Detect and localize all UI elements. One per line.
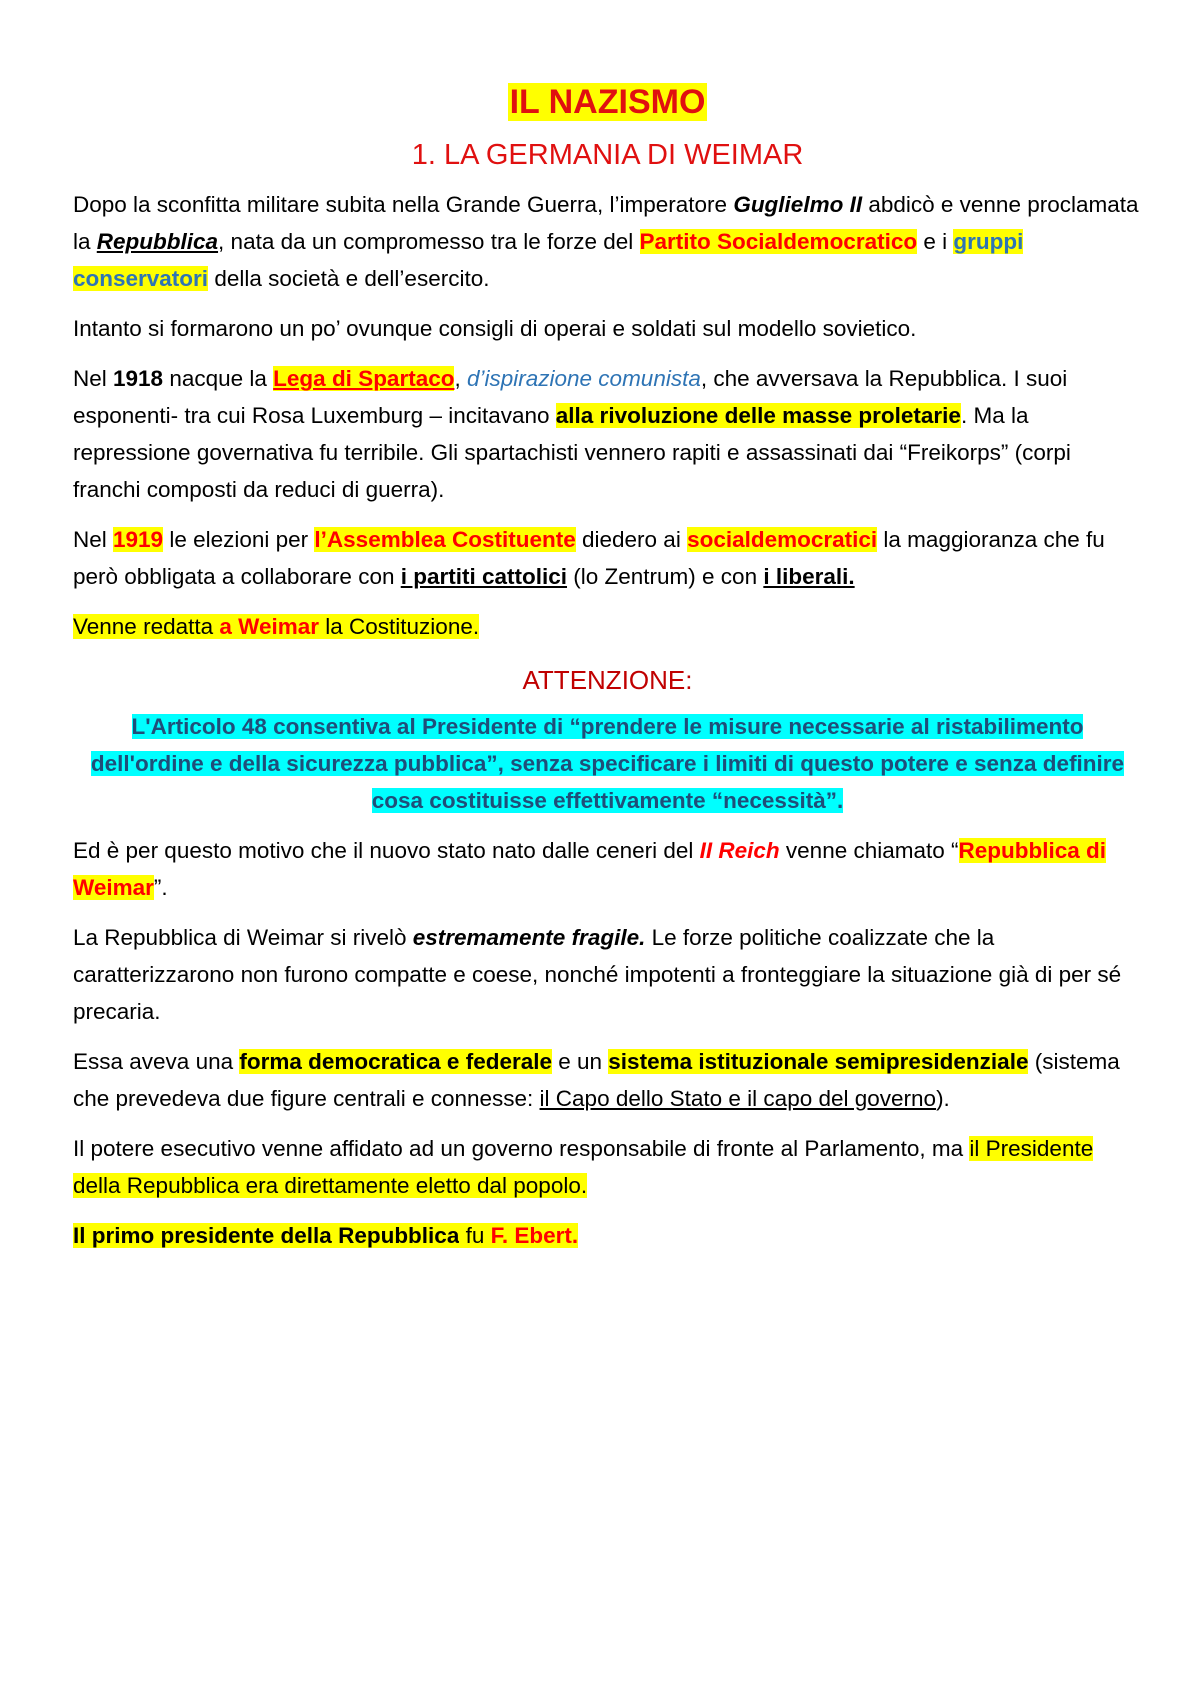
paragraph-constituent-assembly: Nel 1919 le elezioni per l’Assemblea Costituente diedero ai socialdemocratici la maggioranza che fu però obbligata a collaborare con i partiti cattolici (lo Zentrum) e con i liberali. [73, 527, 1105, 589]
paragraph-councils: Intanto si formarono un po’ ovunque consigli di operai e soldati sul modello sovietico. [73, 316, 917, 341]
paragraph-first-president: Il primo presidente della Repubblica fu F. Ebert. [73, 1223, 579, 1248]
paragraph-executive-power: Il potere esecutivo venne affidato ad un governo responsabile di fronte al Parlamento, ma il Presidente della Repubblica era direttamente eletto dal popolo. [73, 1136, 1094, 1198]
paragraph-institutional-form: Essa aveva una forma democratica e federale e un sistema istituzionale semipresidenziale (sistema che prevedeva due figure centrali e connesse: il Capo dello Stato e il capo del governo). [73, 1049, 1120, 1111]
paragraph-constitution: Venne redatta a Weimar la Costituzione. [73, 614, 480, 639]
paragraph-abdication: Dopo la sconfitta militare subita nella Grande Guerra, l’imperatore Guglielmo II abdicò e venne proclamata la Repubblica, nata da un compromesso tra le forze del Partito Socialdemocratico e i gruppi conservatori della società e dell’esercito. [73, 192, 1139, 291]
paragraph-fragility: La Repubblica di Weimar si rivelò estremamente fragile. Le forze politiche coalizzate che la caratterizzarono non furono compatte e coese, nonché impotenti a fronteggiare la situazione già di per sé precaria. [73, 925, 1122, 1024]
paragraph-weimar-name: Ed è per questo motivo che il nuovo stato nato dalle ceneri del II Reich venne chiamato “Repubblica di Weimar”. [73, 838, 1107, 900]
article-48-note: L'Articolo 48 consentiva al Presidente di “prendere le misure necessarie al ristabilimento dell'ordine e della sicurezza pubblica”, senza specificare i limiti di questo potere e senza definire cosa costituisse effettivamente “necessità”. [90, 714, 1125, 813]
paragraph-spartacus: Nel 1918 nacque la Lega di Spartaco, d’ispirazione comunista, che avversava la Repubblica. I suoi esponenti- tra cui Rosa Luxemburg – incitavano alla rivoluzione delle masse proletarie. Ma la repressione governativa fu terribile. Gli spartachisti vennero rapiti e assassinati dai “Freikorps” (corpi franchi composti da reduci di guerra). [73, 366, 1071, 502]
section-heading: 1. LA GERMANIA DI WEIMAR [411, 139, 804, 171]
page-title: IL NAZISMO [509, 83, 706, 121]
attention-heading: ATTENZIONE: [522, 665, 693, 695]
